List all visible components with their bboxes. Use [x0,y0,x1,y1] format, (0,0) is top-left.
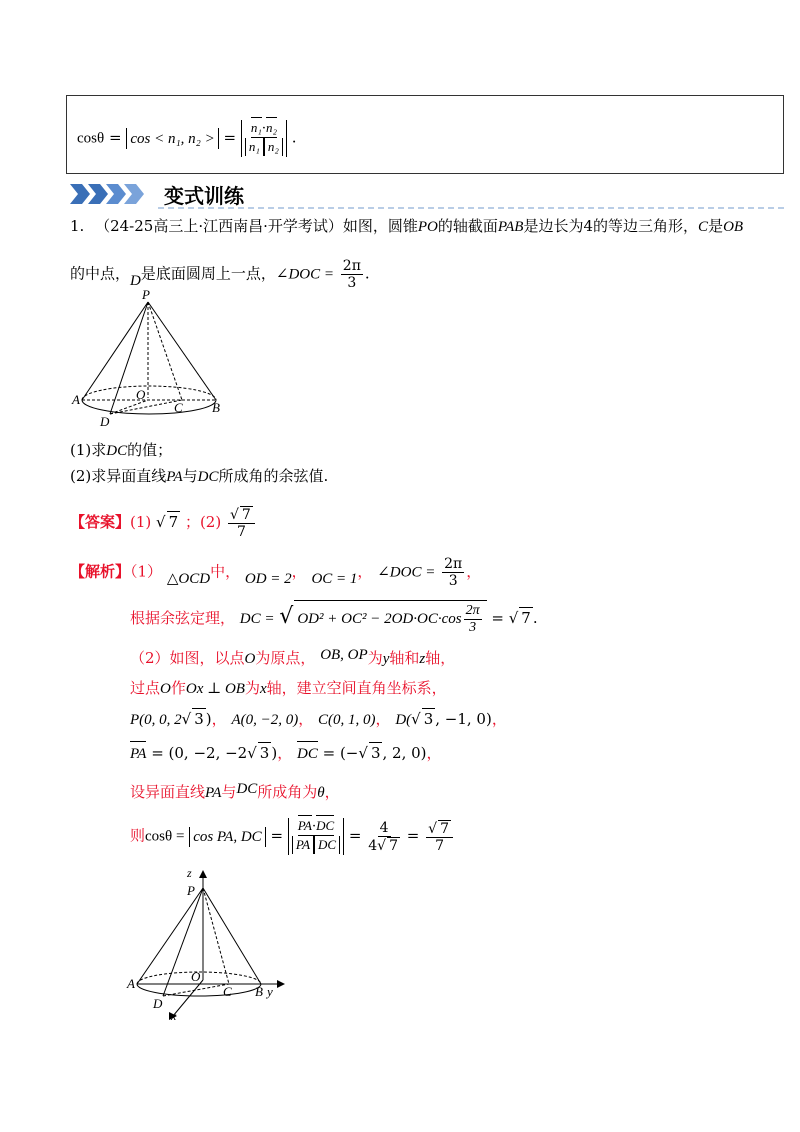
section-banner [70,180,270,208]
analysis-part2-line-1: （2）如图，以点O为原点， OB, OP为y轴和z轴， [130,647,456,667]
analysis-vectors: PA = (0, −2, −2√ 3 )， DC = (−√ 3 , 2, 0)， [130,742,442,764]
fig2-label-z: z [187,868,192,880]
problem-line-2: 的中点，D是底面圆周上一点，∠DOC = $\frac{2\pi}{3}$ . [70,258,370,291]
fig1-label-C: C [174,400,183,415]
fig1-label-D: D [100,414,110,429]
question-2: (2)求异面直线PA与DC所成角的余弦值. [70,467,329,485]
section-divider [158,207,784,209]
fig1-label-P: P [142,288,150,302]
analysis-points: P(0, 0, 2√ 3 )， A(0, −2, 0)， C(0, 1, 0)， D(√ 3 , −1, 0)， [130,708,507,730]
fig1-label-A: A [72,392,80,407]
fig2-label-O: O [191,969,201,984]
fig2-label-y: y [267,984,273,999]
analysis-line-1: 【解析】（1） △OCD中， OD = 2， OC = 1， ∠DOC = $\frac{2\pi}{3}$ ， [70,556,482,589]
fig2-label-D: D [153,996,163,1011]
formula-cos: cosθ = cos < n₁, n₂ > = $\frac{\text{n₁·n₂}}{\text{n₁ n₂}}$ . [77,120,297,157]
analysis-set-angle: 设异面直线PA与DC所成角为θ， [130,781,340,801]
formula-box [66,95,784,174]
answer-line: 【答案】(1) √ 7 ；(2) √ $\frac{7}{7}$ [70,506,257,540]
question-1: (1)求DC的值； [70,441,173,459]
fig2-label-x: x [171,1009,177,1023]
fig2-label-C: C [223,984,232,999]
fig1-label-O: O [136,387,146,402]
cone-figure-2 [125,868,295,1023]
section-title: 变式训练 [164,184,244,208]
analysis-cos-result: 则cosθ = cos PA, DC = PA·DC PA DC = $\frac{4}{4√ 7}$ = √ $\frac{7}{7}$ [130,818,455,855]
fig2-label-B: B [255,984,263,999]
fig1-label-B: B [212,400,220,415]
cone-figure-1 [70,288,240,438]
problem-line-1: 1. （24-25高三上·江西南昌·开学考试）如图，圆锥PO的轴截面PAB是边长为4的等边三角形，C是OB [70,217,744,235]
chevron-arrows-icon [70,182,160,206]
analysis-part2-line-2: 过点O作Ox ⊥ OB为x轴，建立空间直角坐标系， [130,679,447,697]
fig2-label-A: A [127,976,135,991]
analysis-law-of-cosines: 根据余弦定理， DC = √ OD² + OC² − 2OD·OC·cos $\frac{2\pi}{3}$ = √ 7 . [130,600,538,638]
fig2-label-P: P [187,883,195,898]
